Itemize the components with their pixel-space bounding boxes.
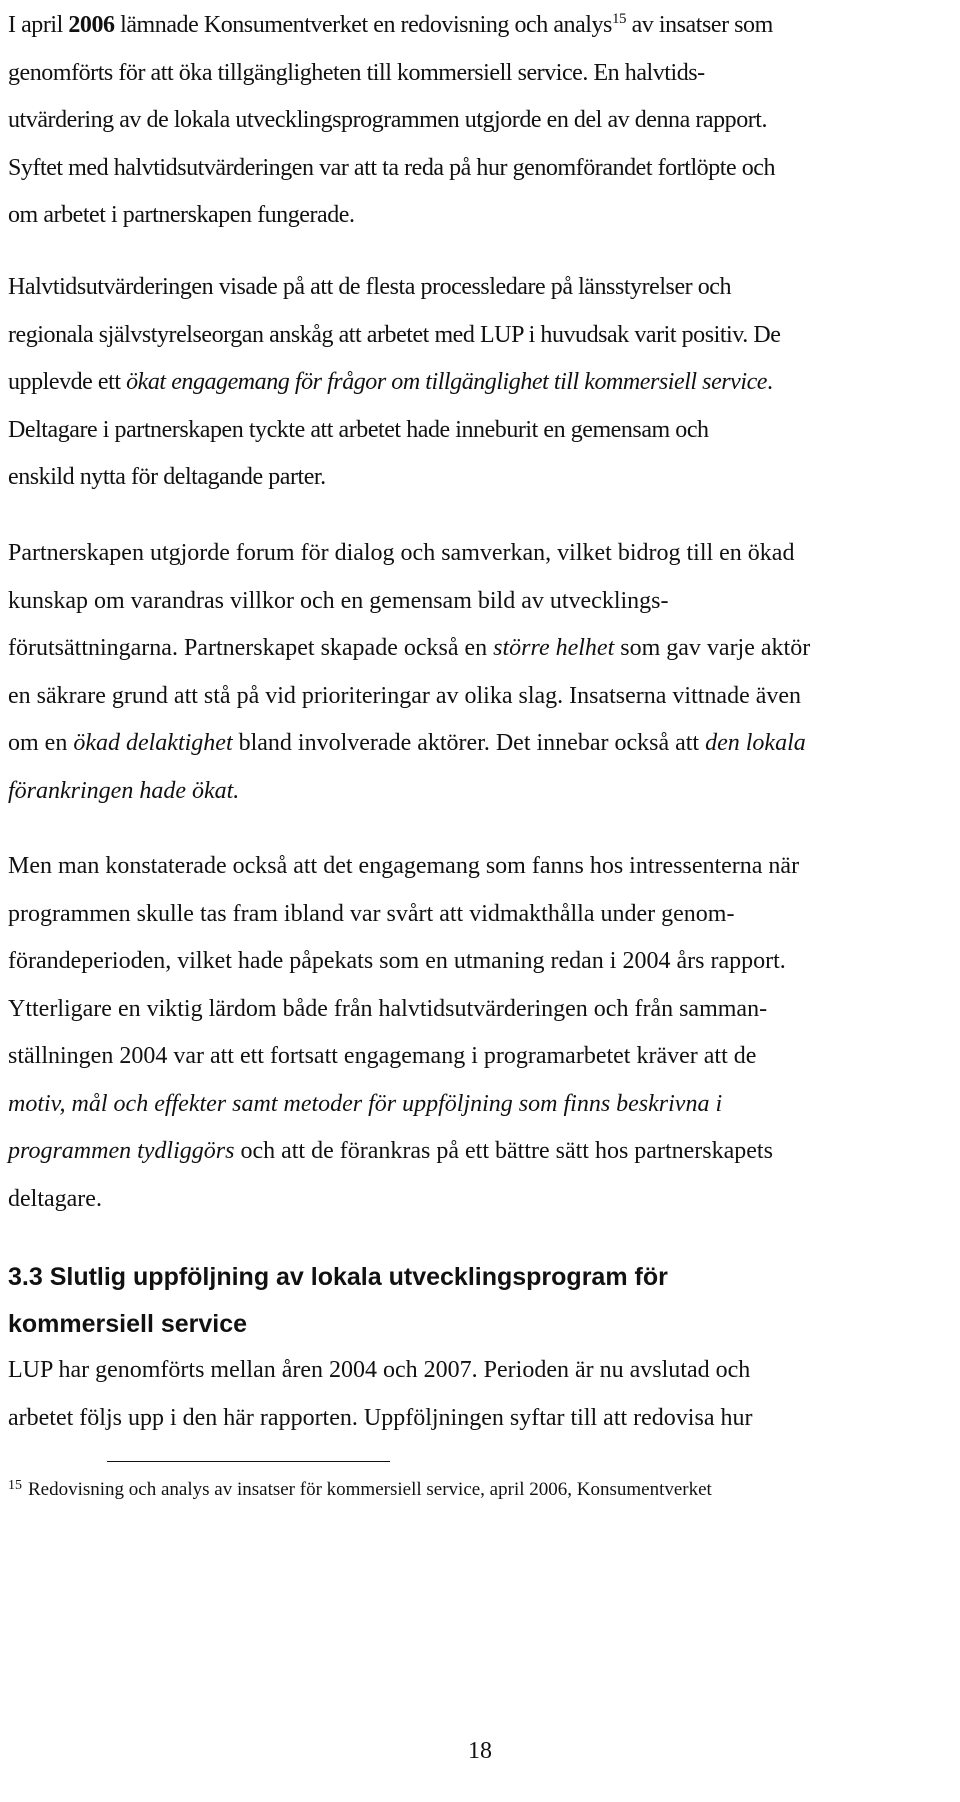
footnote-separator — [107, 1461, 390, 1462]
text-line: utvärdering av de lokala utvecklingsprogrammen utgjorde en del av denna rapport. — [8, 107, 768, 133]
text: I april — [8, 12, 69, 38]
text-line — [8, 625, 958, 673]
italic-text: den lokala — [705, 730, 806, 756]
bold-year: 2006 — [68, 12, 115, 38]
text-line: LUP har genomförts mellan åren 2004 och 2007. Perioden är nu avslutad och — [8, 1357, 751, 1383]
italic-text: förankringen hade ökat. — [8, 777, 240, 804]
text-line: enskild nytta för deltagande parter. — [8, 464, 326, 490]
italic-text: programmen tydliggörs — [8, 1138, 235, 1164]
text: förutsättningarna. Partnerskapet skapade också en — [8, 635, 494, 661]
text-line: kunskap om varandras villkor och en gemensam bild av utvecklings- — [8, 587, 669, 614]
text: om en — [8, 730, 74, 756]
italic-text: motiv, mål och effekter samt metoder för uppföljning som finns beskrivna i — [8, 1090, 723, 1117]
text-line — [8, 359, 958, 407]
footnote-text: Redovisning och analys av insatser för kommersiell service, april 2006, Konsumentverket — [28, 1479, 712, 1500]
paragraph-2 — [8, 264, 958, 502]
footnote — [8, 1478, 712, 1502]
footnote-number: 15 — [8, 1478, 22, 1493]
text-line: om arbetet i partnerskapen fungerade. — [8, 202, 355, 228]
text-line — [8, 2, 958, 50]
text: och att de förankras på ett bättre sätt hos partnerskapets — [234, 1138, 773, 1164]
text-line: genomförts för att öka tillgängligheten till kommersiell service. En halvtids- — [8, 59, 705, 86]
page-number: 18 — [468, 1738, 492, 1764]
text-line — [8, 720, 958, 768]
text-line: Partnerskapen utgjorde forum för dialog och samverkan, vilket bidrog till en ökad — [8, 540, 795, 566]
text-line: Halvtidsutvärderingen visade på att de flesta processledare på länsstyrelser och — [8, 274, 732, 300]
text: av insatser som — [626, 12, 773, 38]
text: bland involverade aktörer. Det innebar också att — [232, 730, 706, 756]
text: som gav varje aktör — [614, 635, 811, 661]
text-line: Ytterligare en viktig lärdom både från halvtidsutvärderingen och från samman- — [8, 995, 768, 1022]
heading-line: kommersiell service — [8, 1310, 248, 1338]
italic-text: ökad delaktighet — [73, 730, 233, 756]
text-line: en säkrare grund att stå på vid prioriteringar av olika slag. Insatserna vittnade även — [8, 682, 802, 709]
text: upplevde ett — [8, 369, 127, 395]
text: . — [766, 369, 773, 395]
paragraph-5 — [8, 1347, 958, 1442]
footnote-reference: 15 — [611, 11, 627, 27]
paragraph-3 — [8, 530, 958, 815]
text-line: deltagare. — [8, 1185, 102, 1212]
text-line — [8, 1128, 958, 1176]
text-line — [8, 768, 958, 816]
italic-text: större helhet — [493, 635, 615, 661]
text-line: ställningen 2004 var att ett fortsatt engagemang i programarbetet kräver att de — [8, 1043, 757, 1069]
text-line: Men man konstaterade också att det engagemang som fanns hos intressenterna när — [8, 853, 800, 879]
paragraph-4 — [8, 843, 958, 1223]
text-line: Deltagare i partnerskapen tyckte att arbetet hade inneburit en gemensam och — [8, 416, 709, 443]
text-line: arbetet följs upp i den här rapporten. Uppföljningen syftar till att redovisa hur — [8, 1404, 753, 1431]
text-line: Syftet med halvtidsutvärderingen var att ta reda på hur genomförandet fortlöpte och — [8, 154, 776, 181]
text-line: regionala självstyrelseorgan anskåg att arbetet med LUP i huvudsak varit positiv. De — [8, 321, 781, 348]
italic-text: ökat engagemang för frågor om tillgänglighet till kommersiell service — [126, 369, 767, 395]
text: lämnade Konsumentverket en redovisning och analys — [114, 12, 612, 38]
paragraph-1 — [8, 2, 958, 240]
text-line: programmen skulle tas fram ibland var svårt att vidmakthålla under genom- — [8, 900, 735, 927]
text-line: förandeperioden, vilket hade påpekats som en utmaning redan i 2004 års rapport. — [8, 948, 786, 974]
text-line — [8, 1081, 958, 1129]
section-heading — [8, 1254, 958, 1348]
heading-line: 3.3 Slutlig uppföljning av lokala utvecklingsprogram för — [8, 1263, 668, 1291]
